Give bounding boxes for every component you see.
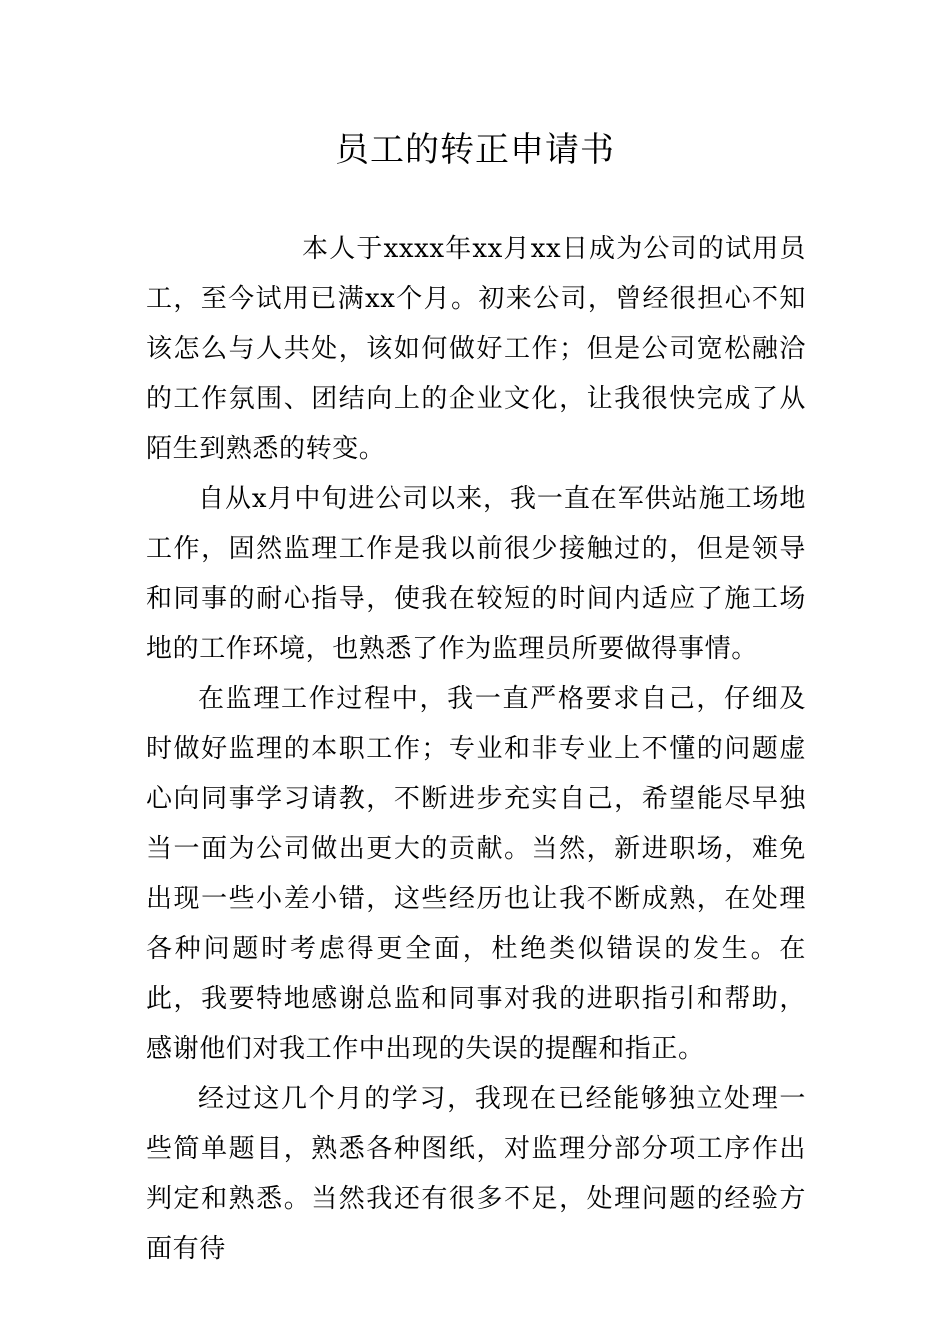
document-body: [146, 224, 806, 1274]
paragraph-3: 在监理工作过程中，我一直严格要求自己，仔细及时做好监理的本职工作；专业和非专业上不懂的问题虚心向同事学习请教，不断进步充实自己，希望能尽早独当一面为公司做出更大的贡献。当然，新进职场，难免出现一些小差小错，这些经历也让我不断成熟，在处理各种问题时考虑得更全面，杜绝类似错误的发生。在此，我要特地感谢总监和同事对我的进职指引和帮助，感谢他们对我工作中出现的失误的提醒和指正。: [146, 684, 806, 1064]
document-title: 员工的转正申请书: [335, 130, 615, 170]
paragraph-4: 经过这几个月的学习，我现在已经能够独立处理一些简单题目，熟悉各种图纸，对监理分部分项工序作出判定和熟悉。当然我还有很多不足，处理问题的经验方面有待: [146, 1084, 806, 1264]
paragraph-2: 自从x月中旬进公司以来，我一直在军供站施工场地工作，固然监理工作是我以前很少接触过的，但是领导和同事的耐心指导，使我在较短的时间内适应了施工场地的工作环境，也熟悉了作为监理员所要做得事情。: [146, 484, 806, 664]
paragraph-1: 本人于xxxx年xx月xx日成为公司的试用员工，至今试用已满xx个月。初来公司，曾经很担心不知该怎么与人共处，该如何做好工作；但是公司宽松融洽的工作氛围、团结向上的企业文化，让我很快完成了从陌生到熟悉的转变。: [146, 234, 806, 464]
